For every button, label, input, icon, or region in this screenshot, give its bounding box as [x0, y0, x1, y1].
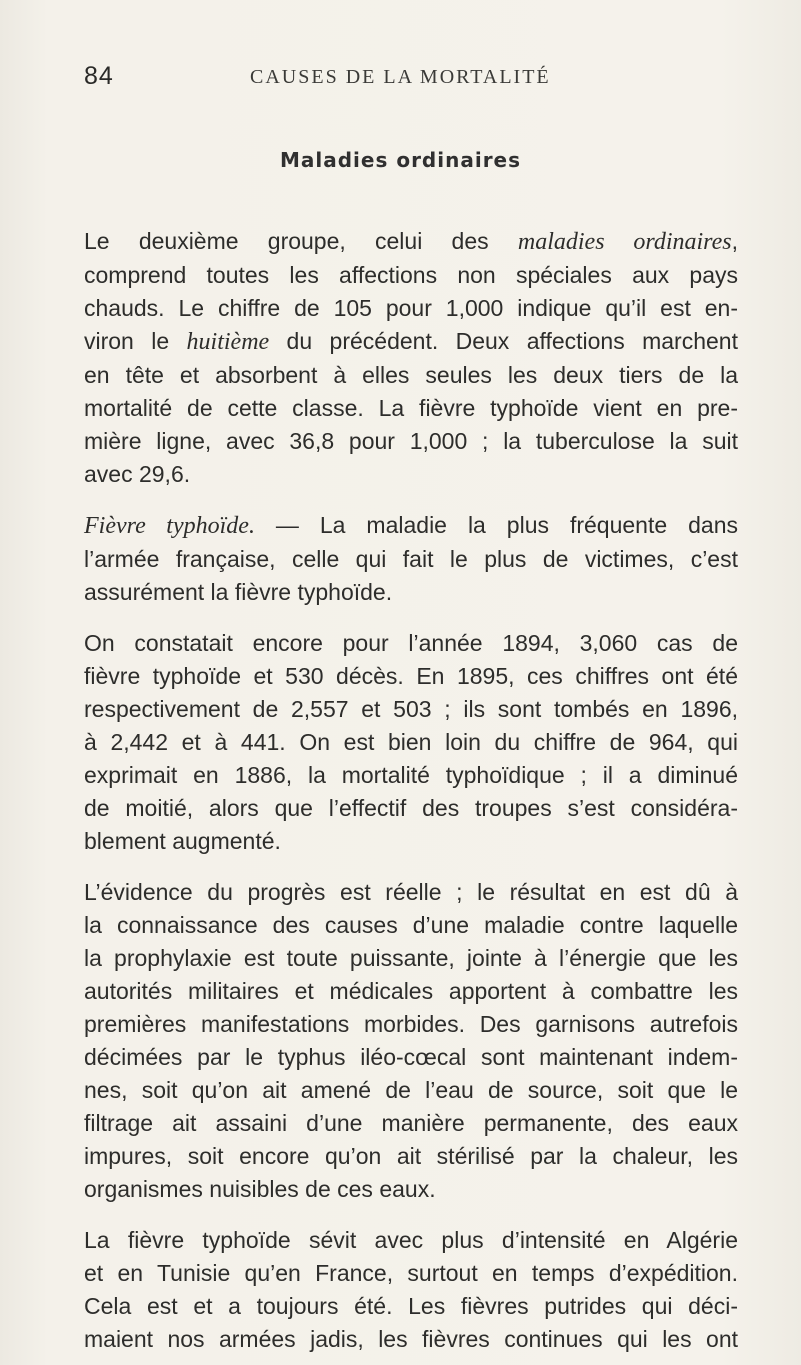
paragraph: [84, 1224, 738, 1356]
text-line: [84, 825, 738, 858]
text-line: [84, 726, 738, 759]
page-header: [84, 62, 744, 102]
text-line: [84, 693, 738, 726]
italic-segment: Fièvre typhoïde.: [84, 513, 255, 539]
text-segment: viron le: [84, 328, 187, 354]
text-segment: du précédent. Deux affections marchent: [269, 328, 738, 354]
text-segment: assurément la fièvre typhoïde.: [84, 579, 393, 605]
text-segment: ,: [731, 228, 738, 254]
body-text: [84, 225, 738, 1356]
page-number: 84: [84, 62, 114, 90]
text-line: [84, 975, 738, 1008]
text-line: [84, 1140, 738, 1173]
text-line: [84, 1290, 738, 1323]
running-head: CAUSES DE LA MORTALITÉ: [250, 66, 551, 88]
text-segment: comprend toutes les affections non spéciales aux pays: [84, 262, 738, 288]
text-segment: autorités militaires et médicales apportent à combattre les: [84, 978, 738, 1004]
text-line: [84, 325, 738, 359]
italic-segment: maladies ordinaires: [517, 229, 732, 255]
text-segment: Le deuxième groupe, celui des: [84, 228, 518, 254]
text-line: [84, 1257, 738, 1290]
text-segment: Cela est et a toujours été. Les fièvres putrides qui déci-: [84, 1293, 738, 1319]
section-title: Maladies ordinaires: [279, 148, 522, 172]
paragraph: [84, 509, 738, 609]
text-line: [84, 458, 738, 491]
text-segment: — La maladie la plus fréquente dans: [254, 512, 738, 538]
text-segment: avec 29,6.: [84, 461, 191, 487]
text-line: [84, 543, 738, 576]
text-segment: décimées par le typhus iléo-cœcal sont maintenant indem-: [84, 1044, 738, 1070]
text-line: [84, 259, 738, 292]
text-segment: exprimait en 1886, la mortalité typhoïdique ; il a diminué: [84, 762, 738, 788]
text-segment: en tête et absorbent à elles seules les deux tiers de la: [84, 362, 738, 388]
text-segment: et en Tunisie qu’en France, surtout en temps d’expédition.: [84, 1260, 738, 1286]
text-segment: de moitié, alors que l’effectif des troupes s’est considéra-: [84, 795, 738, 821]
text-segment: L’évidence du progrès est réelle ; le résultat en est dû à: [84, 879, 738, 905]
text-line: [84, 1173, 738, 1206]
text-segment: blement augmenté.: [84, 828, 281, 854]
text-line: [84, 1224, 738, 1257]
text-line: [84, 225, 738, 259]
text-segment: nes, soit qu’on ait amené de l’eau de source, soit que le: [84, 1077, 738, 1103]
text-segment: organismes nuisibles de ces eaux.: [84, 1176, 436, 1202]
text-line: [84, 942, 738, 975]
text-line: [84, 627, 738, 660]
text-segment: impures, soit encore qu’on ait stérilisé par la chaleur, les: [84, 1143, 738, 1169]
text-segment: la prophylaxie est toute puissante, jointe à l’énergie que les: [84, 945, 738, 971]
text-line: [84, 759, 738, 792]
text-segment: mortalité de cette classe. La fièvre typhoïde vient en pre-: [84, 395, 738, 421]
paragraph: [84, 225, 738, 491]
text-line: [84, 660, 738, 693]
text-segment: la connaissance des causes d’une maladie contre laquelle: [84, 912, 738, 938]
text-line: [84, 1074, 738, 1107]
text-line: [84, 909, 738, 942]
text-line: [84, 509, 738, 543]
text-segment: fièvre typhoïde et 530 décès. En 1895, ces chiffres ont été: [84, 663, 738, 689]
text-line: [84, 1323, 738, 1356]
text-line: [84, 576, 738, 609]
text-segment: maient nos armées jadis, les fièvres continues qui les ont: [84, 1326, 738, 1352]
text-segment: chauds. Le chiffre de 105 pour 1,000 indique qu’il est en-: [84, 295, 738, 321]
text-segment: l’armée française, celle qui fait le plus de victimes, c’est: [84, 546, 738, 572]
text-line: [84, 876, 738, 909]
text-line: [84, 425, 738, 458]
text-segment: respectivement de 2,557 et 503 ; ils sont tombés en 1896,: [84, 696, 738, 722]
text-segment: premières manifestations morbides. Des garnisons autrefois: [84, 1011, 738, 1037]
text-line: [84, 792, 738, 825]
text-segment: On constatait encore pour l’année 1894, 3,060 cas de: [84, 630, 738, 656]
text-segment: mière ligne, avec 36,8 pour 1,000 ; la tuberculose la suit: [84, 428, 738, 454]
text-line: [84, 1008, 738, 1041]
text-line: [84, 1041, 738, 1074]
italic-segment: huitième: [186, 329, 270, 355]
text-segment: à 2,442 et à 441. On est bien loin du chiffre de 964, qui: [84, 729, 738, 755]
text-line: [84, 359, 738, 392]
paragraph: [84, 876, 738, 1206]
paragraph: [84, 627, 738, 858]
text-line: [84, 292, 738, 325]
text-segment: filtrage ait assaini d’une manière permanente, des eaux: [84, 1110, 738, 1136]
text-line: [84, 392, 738, 425]
text-segment: La fièvre typhoïde sévit avec plus d’intensité en Algérie: [84, 1227, 738, 1253]
text-line: [84, 1107, 738, 1140]
